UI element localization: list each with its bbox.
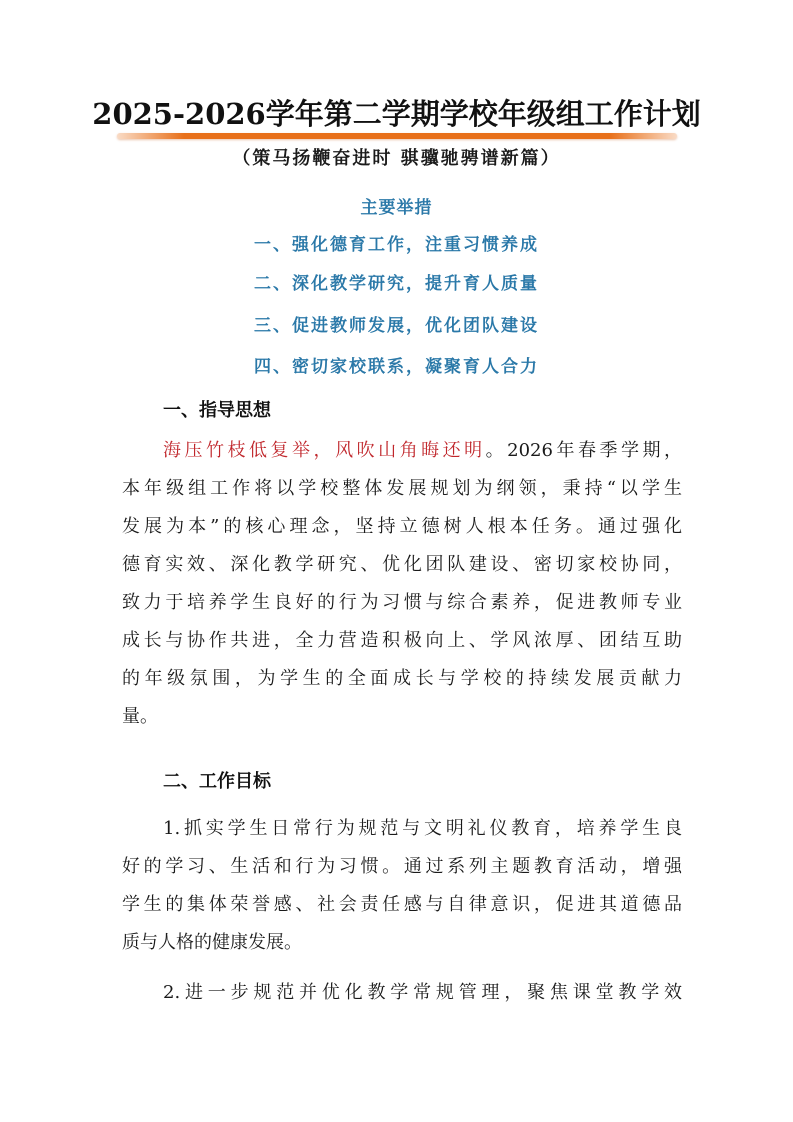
poem-quote: 海压竹枝低复举，风吹山角晦还明 — [163, 440, 486, 461]
paragraph-line: 致力于培养学生良好的行为习惯与综合素养，促进教师专业 — [122, 592, 682, 613]
paragraph-line: 1.抓实学生日常行为规范与文明礼仪教育，培养学生良 — [163, 818, 682, 839]
paragraph-line: 德育实效、深化教学研究、优化团队建设、密切家校协同， — [122, 554, 682, 575]
paragraph-line: 好的学习、生活和行为习惯。通过系列主题教育活动，增强 — [122, 856, 682, 877]
paragraph-line: 的年级氛围，为学生的全面成长与学校的持续发展贡献力 — [122, 668, 682, 689]
document-subtitle: （策马扬鞭奋进时 骐骥驰骋谱新篇） — [232, 148, 561, 169]
paragraph-text: 。2026年春季学期， — [485, 440, 683, 461]
measure-item: 四、密切家校联系，凝聚育人合力 — [254, 357, 539, 377]
paragraph-line: 学生的集体荣誉感、社会责任感与自律意识，促进其道德品 — [122, 894, 682, 915]
document-title: 2025-2026学年第二学期学校年级组工作计划 — [92, 97, 701, 131]
measure-item: 一、强化德育工作，注重习惯养成 — [254, 235, 539, 255]
title-underline — [117, 133, 677, 139]
paragraph-line: 质与人格的健康发展。 — [122, 932, 302, 953]
section-heading-guiding-ideology: 一、指导思想 — [163, 400, 271, 421]
paragraph-line: 本年级组工作将以学校整体发展规划为纲领，秉持“以学生 — [122, 478, 682, 499]
paragraph-line: 量。 — [122, 706, 158, 727]
measure-item: 三、促进教师发展，优化团队建设 — [254, 316, 539, 336]
paragraph-line — [163, 437, 682, 465]
measure-item: 二、深化教学研究，提升育人质量 — [254, 274, 539, 294]
paragraph-line: 2.进一步规范并优化教学常规管理，聚焦课堂教学效 — [163, 982, 682, 1003]
section-heading-work-goals: 二、工作目标 — [163, 771, 271, 792]
paragraph-line: 发展为本”的核心理念，坚持立德树人根本任务。通过强化 — [122, 516, 682, 537]
paragraph-line: 成长与协作共进，全力营造积极向上、学风浓厚、团结互助 — [122, 630, 682, 651]
measures-heading: 主要举措 — [360, 198, 433, 218]
